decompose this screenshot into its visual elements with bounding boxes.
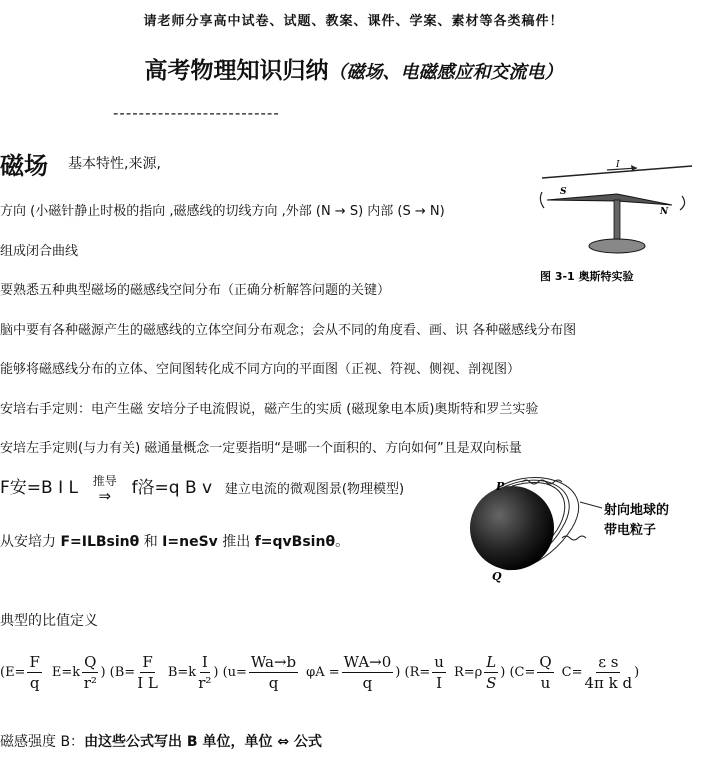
rotation-mark-left <box>540 192 544 208</box>
ratio-formulas: (E= $\frac{F}{q}$ E=k $\frac{Q}{\text{r²}}$ ) (B= $\frac{F}{\text{I L}}$ B=k $\frac{I}{\text{r²}}$ ) (u= $\frac{Wa\to b}{q}$ φA = $\frac{WA\to 0}{q}$ ) (R= $\frac{u}{I}$ R=ρ $\frac{L}{S}$ ) (C= $\frac{Q}{u}$ C= $\frac{\text{ε s}}{\text{4π k d}}$ ) <box>0 653 640 692</box>
needle-stand <box>614 200 620 244</box>
fraction: $\frac{WA\to 0}{q}$ <box>343 653 392 692</box>
page-title <box>0 52 707 85</box>
title-main: 高考物理知识归纳 <box>144 57 329 84</box>
rotation-mark-right <box>680 196 685 210</box>
fraction: $\frac{Q}{\text{r²}}$ <box>83 653 97 692</box>
text-line: 能够将磁感线分布的立体、空间图转化成不同方向的平面图（正视、符视、侧视、剖视图） <box>0 362 521 377</box>
text-line: 安培右手定则：电产生磁 安培分子电流假说，磁产生的实质 (磁现象电本质)奥斯特和罗兰实验 <box>0 402 539 417</box>
s-pole-label: S <box>560 187 567 197</box>
section-subheading: 基本特性,来源, <box>68 156 161 172</box>
pointer-line <box>580 502 602 508</box>
formula-note: 建立电流的微观图景(物理模型) <box>224 482 405 497</box>
last-line: 磁感强度 B：由这些公式写出 B 单位，单位 ⇔ 公式 <box>0 734 322 750</box>
fraction: $\frac{Wa\to b}{q}$ <box>250 653 297 692</box>
current-label: I <box>616 160 620 170</box>
ampere-force: F安=B I L <box>0 478 78 498</box>
fraction: $\frac{F}{\text{I L}}$ <box>137 653 158 692</box>
text-line: 安培左手定则(与力有关) 磁通量概念一定要指明“是哪一个面积的、方向如何”且是双向标量 <box>0 441 522 456</box>
fraction: $\frac{F}{q}$ <box>29 653 40 692</box>
earth-sphere <box>470 486 554 570</box>
figure2-caption-line2: 带电粒子 <box>604 523 657 538</box>
fraction: $\frac{L}{S}$ <box>486 653 497 692</box>
separator: -------------------------- <box>113 104 280 122</box>
q-label: Q <box>492 570 502 583</box>
text-line: 要熟悉五种典型磁场的磁感线空间分布（正确分析解答问题的关键） <box>0 283 391 298</box>
stand-base <box>589 239 645 253</box>
ratio-title: 典型的比值定义 <box>0 613 98 629</box>
fraction: $\frac{I}{\text{r²}}$ <box>198 653 212 692</box>
n-pole-label: N <box>660 207 669 217</box>
earth-field-figure <box>462 468 702 593</box>
title-sub: （磁场、电磁感应和交流电） <box>328 62 563 83</box>
fraction: $\frac{\text{ε s}}{\text{4π k d}}$ <box>584 653 633 692</box>
force-formula <box>0 473 404 504</box>
derive-arrow: 推导 ⇒ <box>92 473 117 505</box>
figure1-caption: 图 3-1 奥斯特实验 <box>540 270 634 283</box>
text-line: 脑中要有各种磁源产生的磁感线的立体空间分布观念；会从不同的角度看、画、识 各种磁感线分布图 <box>0 323 577 338</box>
section-heading: 磁场 <box>0 151 48 180</box>
oersted-figure <box>532 158 702 288</box>
text-line: 方向 (小磁针静止时极的指向 ,磁感线的切线方向 ,外部 (N → S) 内部 (S → N) <box>0 204 445 219</box>
fraction: $\frac{Q}{u}$ <box>539 653 552 692</box>
text-line: 组成闭合曲线 <box>0 244 79 259</box>
figure2-caption-line1: 射向地球的 <box>604 503 670 518</box>
lorentz-force: f洛=q B v <box>131 478 213 498</box>
banner: 请老师分享高中试卷、试题、教案、课件、学案、素材等各类稿件！ <box>143 14 564 29</box>
p-label: P <box>496 480 505 493</box>
fraction: $\frac{u}{I}$ <box>434 653 444 692</box>
derivation-line: 从安培力 F=ILBsinθ 和 I=neSv 推出 f=qvBsinθ。 <box>0 534 350 550</box>
